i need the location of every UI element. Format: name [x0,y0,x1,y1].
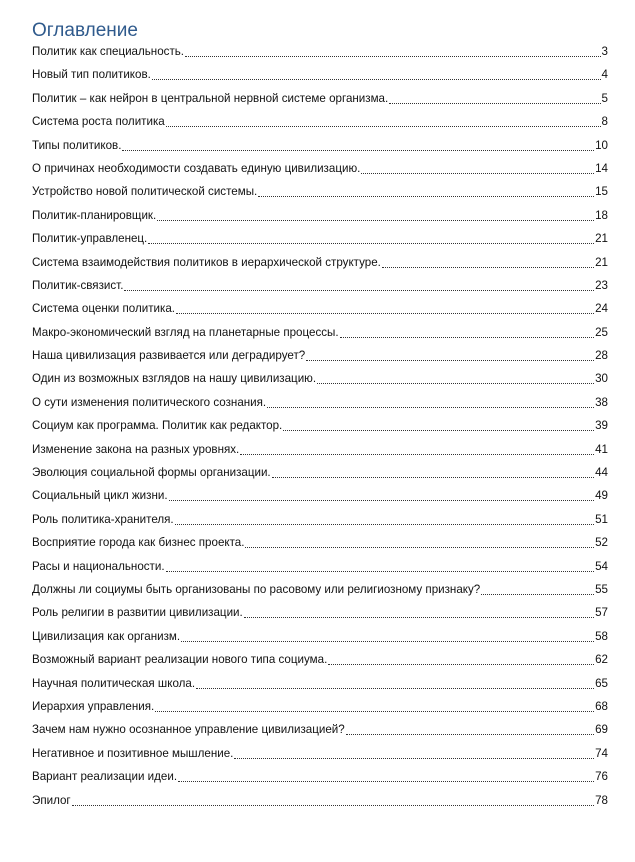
toc-dot-leader [340,325,594,338]
toc-entry-page: 54 [595,559,608,573]
toc-entry-page: 39 [595,419,608,433]
toc-entry-page: 28 [595,349,608,363]
toc-entry-page: 21 [595,232,608,246]
toc-dot-leader [166,559,595,572]
toc-dot-leader [124,278,594,291]
toc-dot-leader [185,44,601,57]
toc-entry[interactable] [32,652,608,668]
toc-entry-page: 24 [595,302,608,316]
toc-entry[interactable] [32,44,608,60]
toc-entry[interactable] [32,676,608,692]
toc-dot-leader [346,722,594,735]
toc-entry-page: 15 [595,185,608,199]
toc-dot-leader [157,208,594,221]
toc-entry-text: Социальный цикл жизни. [32,489,168,503]
toc-entry-text: Устройство новой политической системы. [32,185,258,199]
toc-entry-page: 51 [595,512,608,526]
toc-dot-leader [169,488,595,501]
toc-entry-text: Изменение закона на разных уровнях. [32,442,240,456]
toc-dot-leader [258,184,594,197]
toc-entry-text: Новый тип политиков. [32,68,151,82]
toc-entry[interactable] [32,512,608,528]
toc-entry[interactable] [32,231,608,247]
toc-dot-leader [234,746,594,759]
toc-entry-page: 41 [595,442,608,456]
toc-entry-text: О сути изменения политического сознания. [32,395,267,409]
toc-entry-page: 5 [601,91,608,105]
toc-entry-page: 76 [595,770,608,784]
toc-entry-page: 4 [601,68,608,82]
toc-dot-leader [148,231,594,244]
toc-entry-text: Зачем нам нужно осознанное управление цивилизацией? [32,723,345,737]
toc-entry-text: Возможный вариант реализации нового типа социума. [32,653,328,667]
toc-entry-page: 68 [595,699,608,713]
toc-entry[interactable] [32,395,608,411]
toc-entry[interactable] [32,91,608,107]
toc-entry-text: Иерархия управления. [32,699,155,713]
toc-entry[interactable] [32,348,608,364]
toc-entry[interactable] [32,67,608,83]
toc-entry-page: 8 [601,115,608,129]
toc-dot-leader [328,652,594,665]
toc-entry-page: 10 [595,138,608,152]
toc-entry-page: 55 [595,582,608,596]
toc-dot-leader [389,91,600,104]
toc-entry-text: Негативное и позитивное мышление. [32,746,234,760]
toc-dot-leader [382,255,594,268]
toc-entry[interactable] [32,418,608,434]
toc-entry-text: Должны ли социумы быть организованы по расовому или религиозному признаку? [32,582,481,596]
toc-entry[interactable] [32,184,608,200]
toc-dot-leader [178,769,594,782]
toc-entry[interactable] [32,465,608,481]
toc-dot-leader [122,138,594,151]
toc-entry[interactable] [32,138,608,154]
toc-dot-leader [196,676,594,689]
toc-dot-leader [72,793,594,806]
toc-dot-leader [240,442,594,455]
toc-entry[interactable] [32,371,608,387]
toc-dot-leader [181,629,594,642]
toc-entry-page: 14 [595,161,608,175]
toc-entry-page: 21 [595,255,608,269]
toc-entry[interactable] [32,278,608,294]
toc-dot-leader [166,114,601,127]
toc-entry[interactable] [32,114,608,130]
toc-entry-text: Научная политическая школа. [32,676,196,690]
toc-entry-page: 3 [601,45,608,58]
toc-entry-page: 69 [595,723,608,737]
toc-entry-text: О причинах необходимости создавать единую цивилизацию. [32,161,361,175]
toc-entry[interactable] [32,699,608,715]
toc-entry-text: Расы и национальности. [32,559,165,573]
toc-entry[interactable] [32,793,608,809]
toc-entry-text: Роль политика-хранителя. [32,512,174,526]
toc-entry[interactable] [32,208,608,224]
toc-entry[interactable] [32,582,608,598]
toc-entry[interactable] [32,769,608,785]
toc-entry-text: Система роста политика [32,115,165,129]
toc-dot-leader [244,605,594,618]
toc-entry-text: Политик-связист. [32,278,124,292]
toc-entry-page: 78 [595,793,608,807]
toc-entry-page: 58 [595,629,608,643]
toc-entry-page: 18 [595,208,608,222]
toc-entry-text: Вариант реализации идеи. [32,770,178,784]
toc-entry-text: Политик – как нейрон в центральной нервной системе организма. [32,91,389,105]
toc-entry[interactable] [32,301,608,317]
toc-entry-text: Система оценки политика. [32,302,175,316]
toc-entry-page: 30 [595,372,608,386]
toc-list [32,44,608,816]
toc-entry-page: 38 [595,395,608,409]
toc-entry-text: Цивилизация как организм. [32,629,181,643]
toc-entry-text: Макро-экономический взгляд на планетарные процессы. [32,325,339,339]
toc-entry-page: 25 [595,325,608,339]
toc-dot-leader [267,395,594,408]
toc-entry[interactable] [32,488,608,504]
toc-dot-leader [481,582,594,595]
toc-title: Оглавление [32,20,138,41]
toc-entry-page: 52 [595,536,608,550]
toc-entry-text: Система взаимодействия политиков в иерархической структуре. [32,255,381,269]
toc-dot-leader [245,535,594,548]
toc-dot-leader [272,465,594,478]
toc-dot-leader [175,512,594,525]
toc-entry[interactable] [32,255,608,271]
toc-entry[interactable] [32,559,608,575]
toc-entry-text: Один из возможных взглядов на нашу цивилизацию. [32,372,317,386]
toc-entry-page: 44 [595,466,608,480]
toc-entry-text: Типы политиков. [32,138,122,152]
toc-entry-text: Политик-управленец. [32,232,148,246]
toc-entry-text: Наша цивилизация развивается или деградирует? [32,349,306,363]
toc-entry-text: Роль религии в развитии цивилизации. [32,606,243,620]
toc-dot-leader [283,418,594,431]
toc-entry-page: 74 [595,746,608,760]
toc-entry-page: 57 [595,606,608,620]
toc-entry-text: Восприятие города как бизнес проекта. [32,536,245,550]
toc-dot-leader [176,301,594,314]
toc-dot-leader [155,699,594,712]
toc-entry-page: 65 [595,676,608,690]
toc-entry[interactable] [32,535,608,551]
toc-entry-text: Политик-планировщик. [32,208,157,222]
toc-entry-text: Политик как специальность. [32,45,185,58]
toc-entry-page: 49 [595,489,608,503]
toc-entry[interactable] [32,442,608,458]
toc-entry[interactable] [32,605,608,621]
toc-entry-text: Эпилог [32,793,71,807]
toc-dot-leader [361,161,594,174]
toc-entry-page: 23 [595,278,608,292]
toc-entry[interactable] [32,746,608,762]
toc-dot-leader [306,348,594,361]
toc-entry-text: Эволюция социальной формы организации. [32,466,271,480]
toc-dot-leader [317,371,594,384]
toc-entry[interactable] [32,325,608,341]
toc-entry[interactable] [32,722,608,738]
toc-entry[interactable] [32,161,608,177]
toc-entry[interactable] [32,629,608,645]
toc-entry-text: Социум как программа. Политик как редактор. [32,419,283,433]
toc-entry-page: 62 [595,653,608,667]
toc-dot-leader [152,67,601,80]
